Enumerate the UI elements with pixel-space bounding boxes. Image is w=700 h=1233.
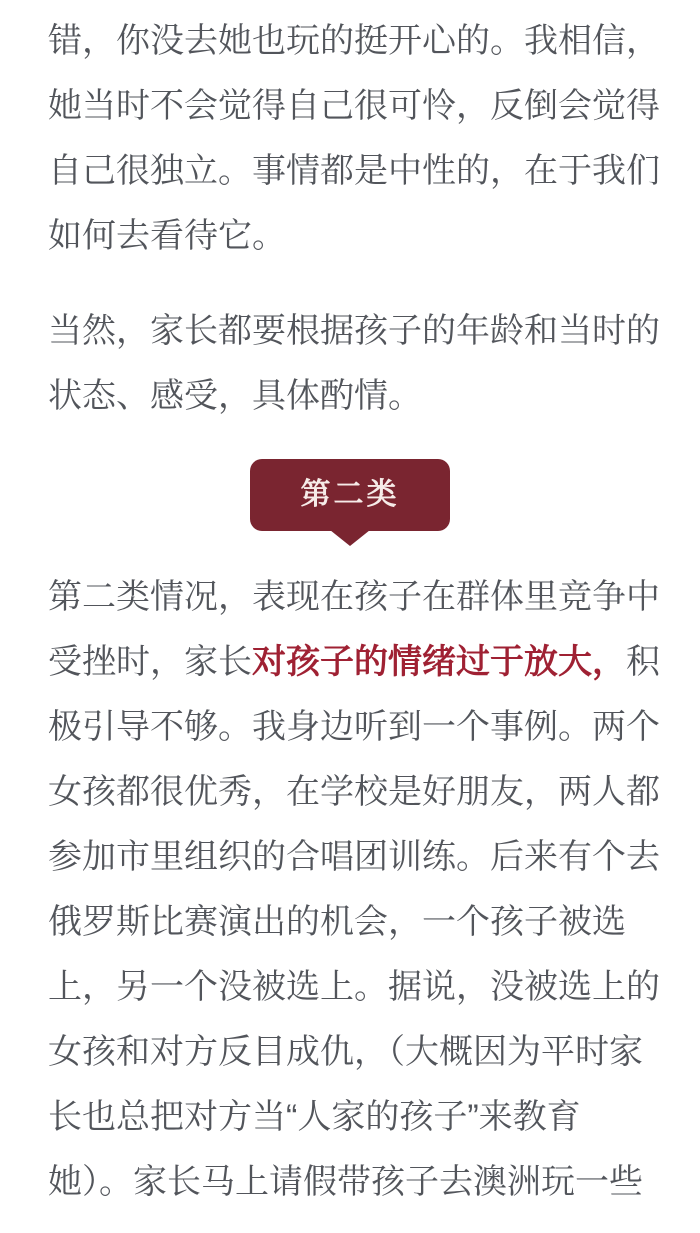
badge-tail-pointer <box>330 530 370 546</box>
paragraph-3 <box>48 565 663 1215</box>
text-line: 女孩和对方反目成仇，（大概因为平时家 <box>48 1033 643 1071</box>
text-line: 如何去看待它。 <box>48 217 286 255</box>
text-line-with-highlight <box>48 630 663 695</box>
text-line: 女孩都很优秀，在学校是好朋友，两人都 <box>48 773 660 811</box>
highlighted-phrase: 对孩子的情绪过于放大， <box>252 643 626 681</box>
text-segment: 积 <box>626 643 660 681</box>
text-line: 参加市里组织的合唱团训练。后来有个去 <box>48 838 660 876</box>
text-line: 状态、感受，具体酌情。 <box>48 377 422 415</box>
text-line: 上，另一个没被选上。据说，没被选上的 <box>48 968 660 1006</box>
text-line: 极引导不够。我身边听到一个事例。两个 <box>48 708 660 746</box>
section-badge-wrap <box>0 459 700 531</box>
category-badge <box>250 459 450 531</box>
text-segment: 受挫时，家长 <box>48 643 252 681</box>
text-line: 错，你没去她也玩的挺开心的。我相信， <box>48 22 660 60</box>
text-line: 第二类情况，表现在孩子在群体里竞争中 <box>48 578 660 616</box>
text-line: 她当时不会觉得自己很可怜，反倒会觉得 <box>48 87 660 125</box>
text-line: 当然，家长都要根据孩子的年龄和当时的 <box>48 312 660 350</box>
paragraph-2 <box>48 299 663 429</box>
text-line: 俄罗斯比赛演出的机会，一个孩子被选 <box>48 903 626 941</box>
text-line: 自己很独立。事情都是中性的，在于我们 <box>48 152 660 190</box>
paragraph-1 <box>48 9 663 269</box>
badge-label: 第二类 <box>300 478 400 511</box>
text-line: 她）。家长马上请假带孩子去澳洲玩一些 <box>48 1163 643 1201</box>
text-line: 长也总把对方当“人家的孩子”来教育 <box>48 1098 581 1136</box>
